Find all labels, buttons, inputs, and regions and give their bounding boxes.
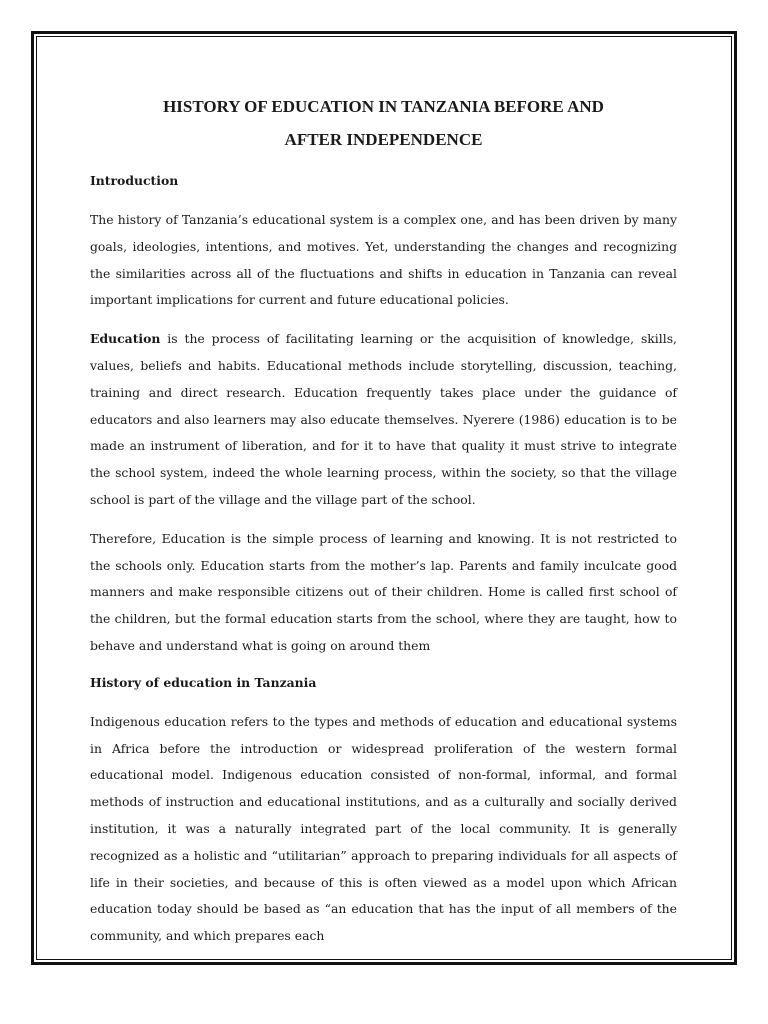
term-education: Education: [90, 331, 161, 347]
paragraph-2: [90, 326, 677, 514]
heading-introduction: Introduction: [90, 173, 179, 188]
paragraph-4: Indigenous education refers to the types and methods of education and educational systems in Africa before the introduction or widespread proliferation of the western formal educational model. Indigenous education consisted of non-formal, informal, and formal methods of instruction and educational institutions, and as a culturally and socially derived institution, it was a naturally integrated part of the local community. It is generally recognized as a holistic and “utilitarian” approach to preparing individuals for all aspects of life in their societies, and because of this is often viewed as a model upon which African education today should be based as “an education that has the input of all members of the community, and which prepares each: [90, 713, 677, 944]
paragraph-2-text: is the process of facilitating learning or the acquisition of knowledge, skills, values, beliefs and habits. Educational methods include storytelling, discussion, teaching, training and direct research. Education frequently takes place under the guidance of educators and also learners may also educate themselves. Nyerere (1986) education is to be made an instrument of liberation, and for it to have that quality it must strive to integrate the school system, indeed the whole learning process, within the society, so that the village school is part of the village and the village part of the school.: [90, 331, 677, 507]
document-title: [90, 90, 677, 156]
title-line-1: HISTORY OF EDUCATION IN TANZANIA BEFORE AND: [163, 97, 604, 116]
paragraph-1: The history of Tanzania’s educational system is a complex one, and has been driven by many goals, ideologies, intentions, and motives. Yet, understanding the changes and recognizing the similarities across all of the fluctuations and shifts in education in Tanzania can reveal important implications for current and future educational policies.: [90, 212, 677, 308]
title-line-2: AFTER INDEPENDENCE: [284, 130, 483, 149]
paragraph-3: Therefore, Education is the simple process of learning and knowing. It is not restricted to the schools only. Education starts from the mother’s lap. Parents and family inculcate good manners and make responsible citizens out of their children. Home is called first school of the children, but the formal education starts from the school, where they are taught, how to behave and understand what is going on around them: [90, 530, 677, 653]
document-page: [90, 90, 677, 962]
heading-history: History of education in Tanzania: [90, 674, 317, 690]
